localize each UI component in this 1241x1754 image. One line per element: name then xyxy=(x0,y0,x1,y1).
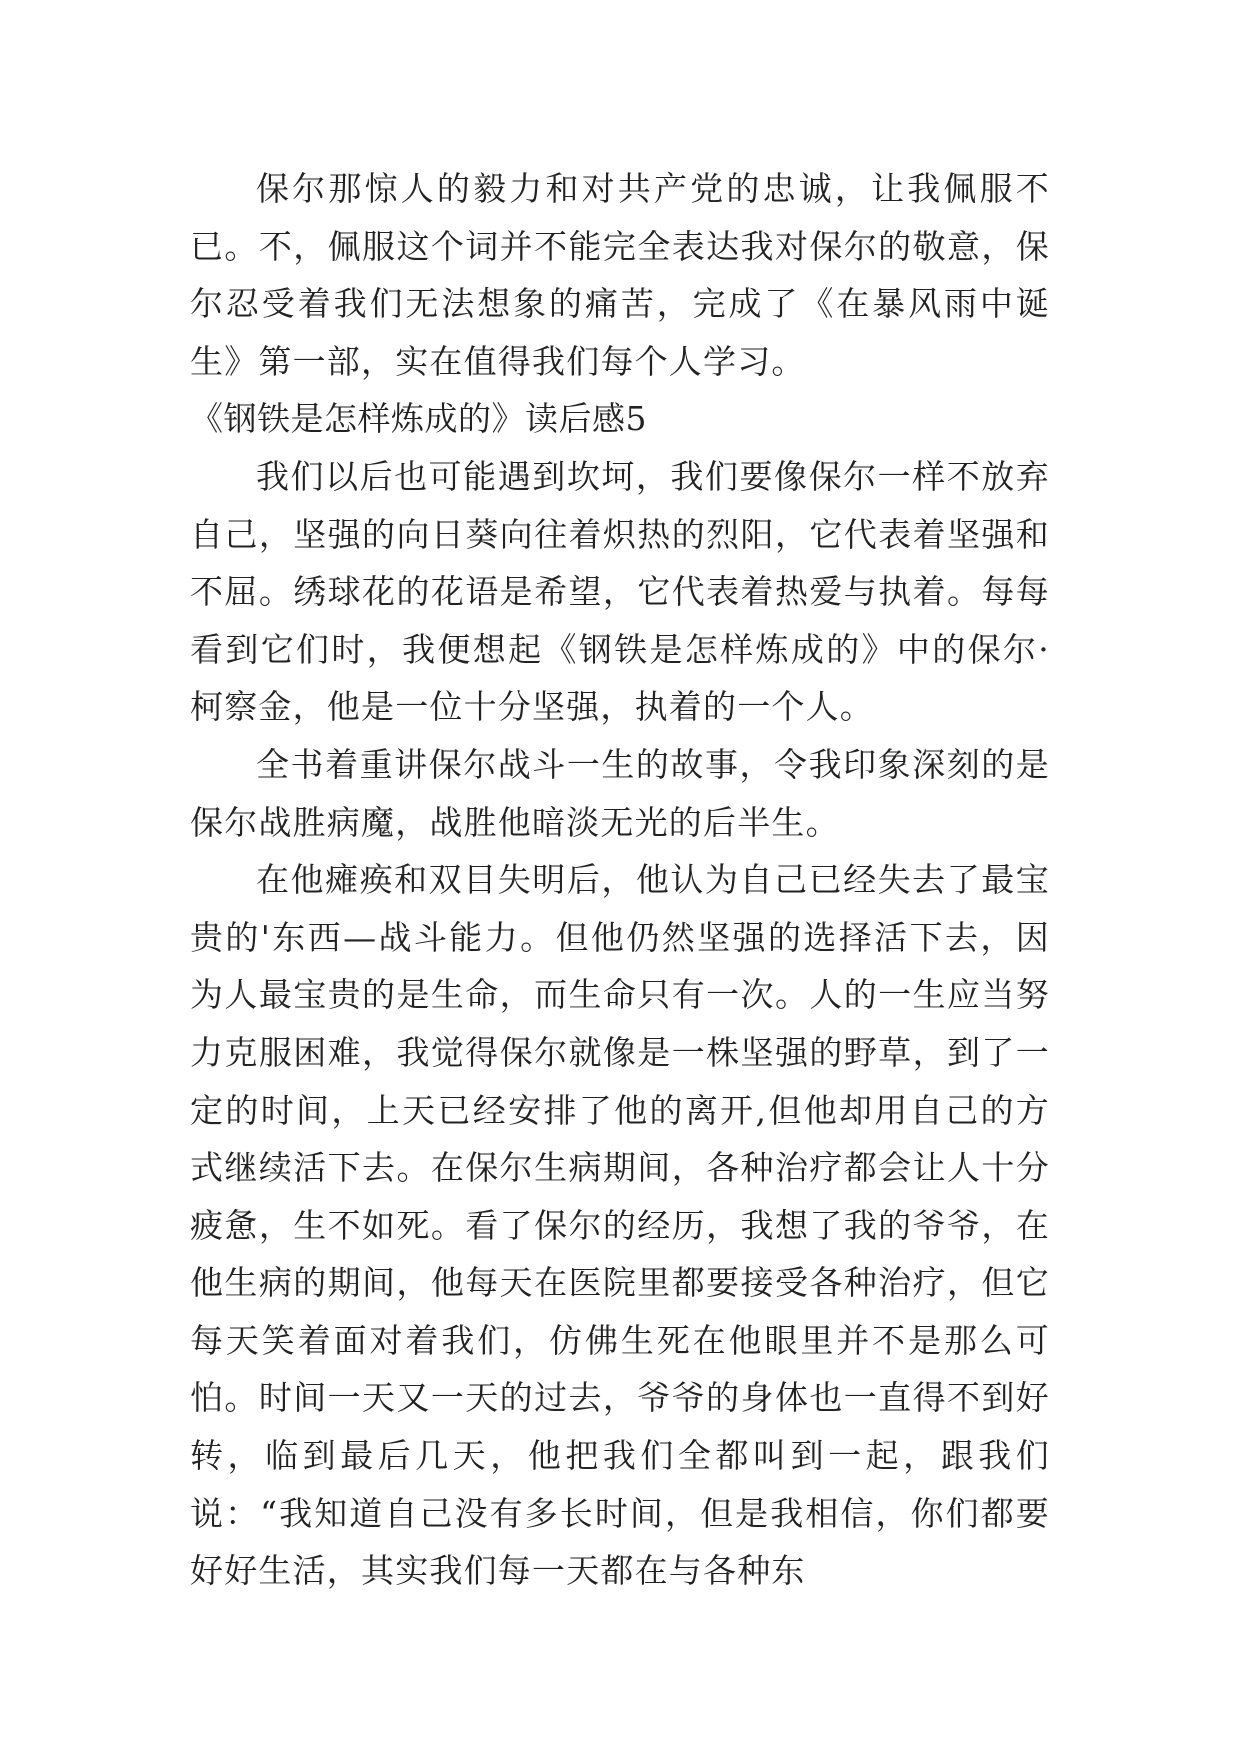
section-heading: 《钢铁是怎样炼成的》读后感5 xyxy=(190,399,647,439)
paragraph-sunflower: 我们以后也可能遇到坎坷，我们要像保尔一样不放弃自己，坚强的向日葵向往着炽热的烈阳，它代表着坚强和不屈。绣球花的花语是希望，它代表着热爱与执着。每每看到它们时，我便想起《钢铁是怎样炼成的》中的保尔·柯察金，他是一位十分坚强，执着的一个人。 xyxy=(190,456,1050,727)
paragraph-grandfather: 在他瘫痪和双目失明后，他认为自己已经失去了最宝贵的'东西—战斗能力。但他仍然坚强的选择活下去，因为人最宝贵的是生命，而生命只有一次。人的一生应当努力克服困难，我觉得保尔就像是一株坚强的野草，到了一定的时间，上天已经安排了他的离开,但他却用自己的方式继续活下去。在保尔生病期间，各种治疗都会让人十分疲惫，生不如死。看了保尔的经历，我想了我的爷爷，在他生病的期间，他每天在医院里都要接受各种治疗，但它每天笑着面对着我们，仿佛生死在他眼里并不是那么可怕。时间一天又一天的过去，爷爷的身体也一直得不到好转，临到最后几天，他把我们全都叫到一起，跟我们说：“我知道自己没有多长时间，但是我相信，你们都要好好生活，其实我们每一天都在与各种东 xyxy=(190,860,1050,1591)
paragraph-book-summary: 全书着重讲保尔战斗一生的故事，令我印象深刻的是保尔战胜病魔，战胜他暗淡无光的后半生。 xyxy=(190,744,1050,842)
paragraph-endurance: 保尔那惊人的毅力和对共产党的忠诚，让我佩服不已。不，佩服这个词并不能完全表达我对保尔的敬意，保尔忍受着我们无法想象的痛苦，完成了《在暴风雨中诞生》第一部，实在值得我们每个人学习。 xyxy=(190,169,1050,381)
document-body xyxy=(190,160,1050,1600)
